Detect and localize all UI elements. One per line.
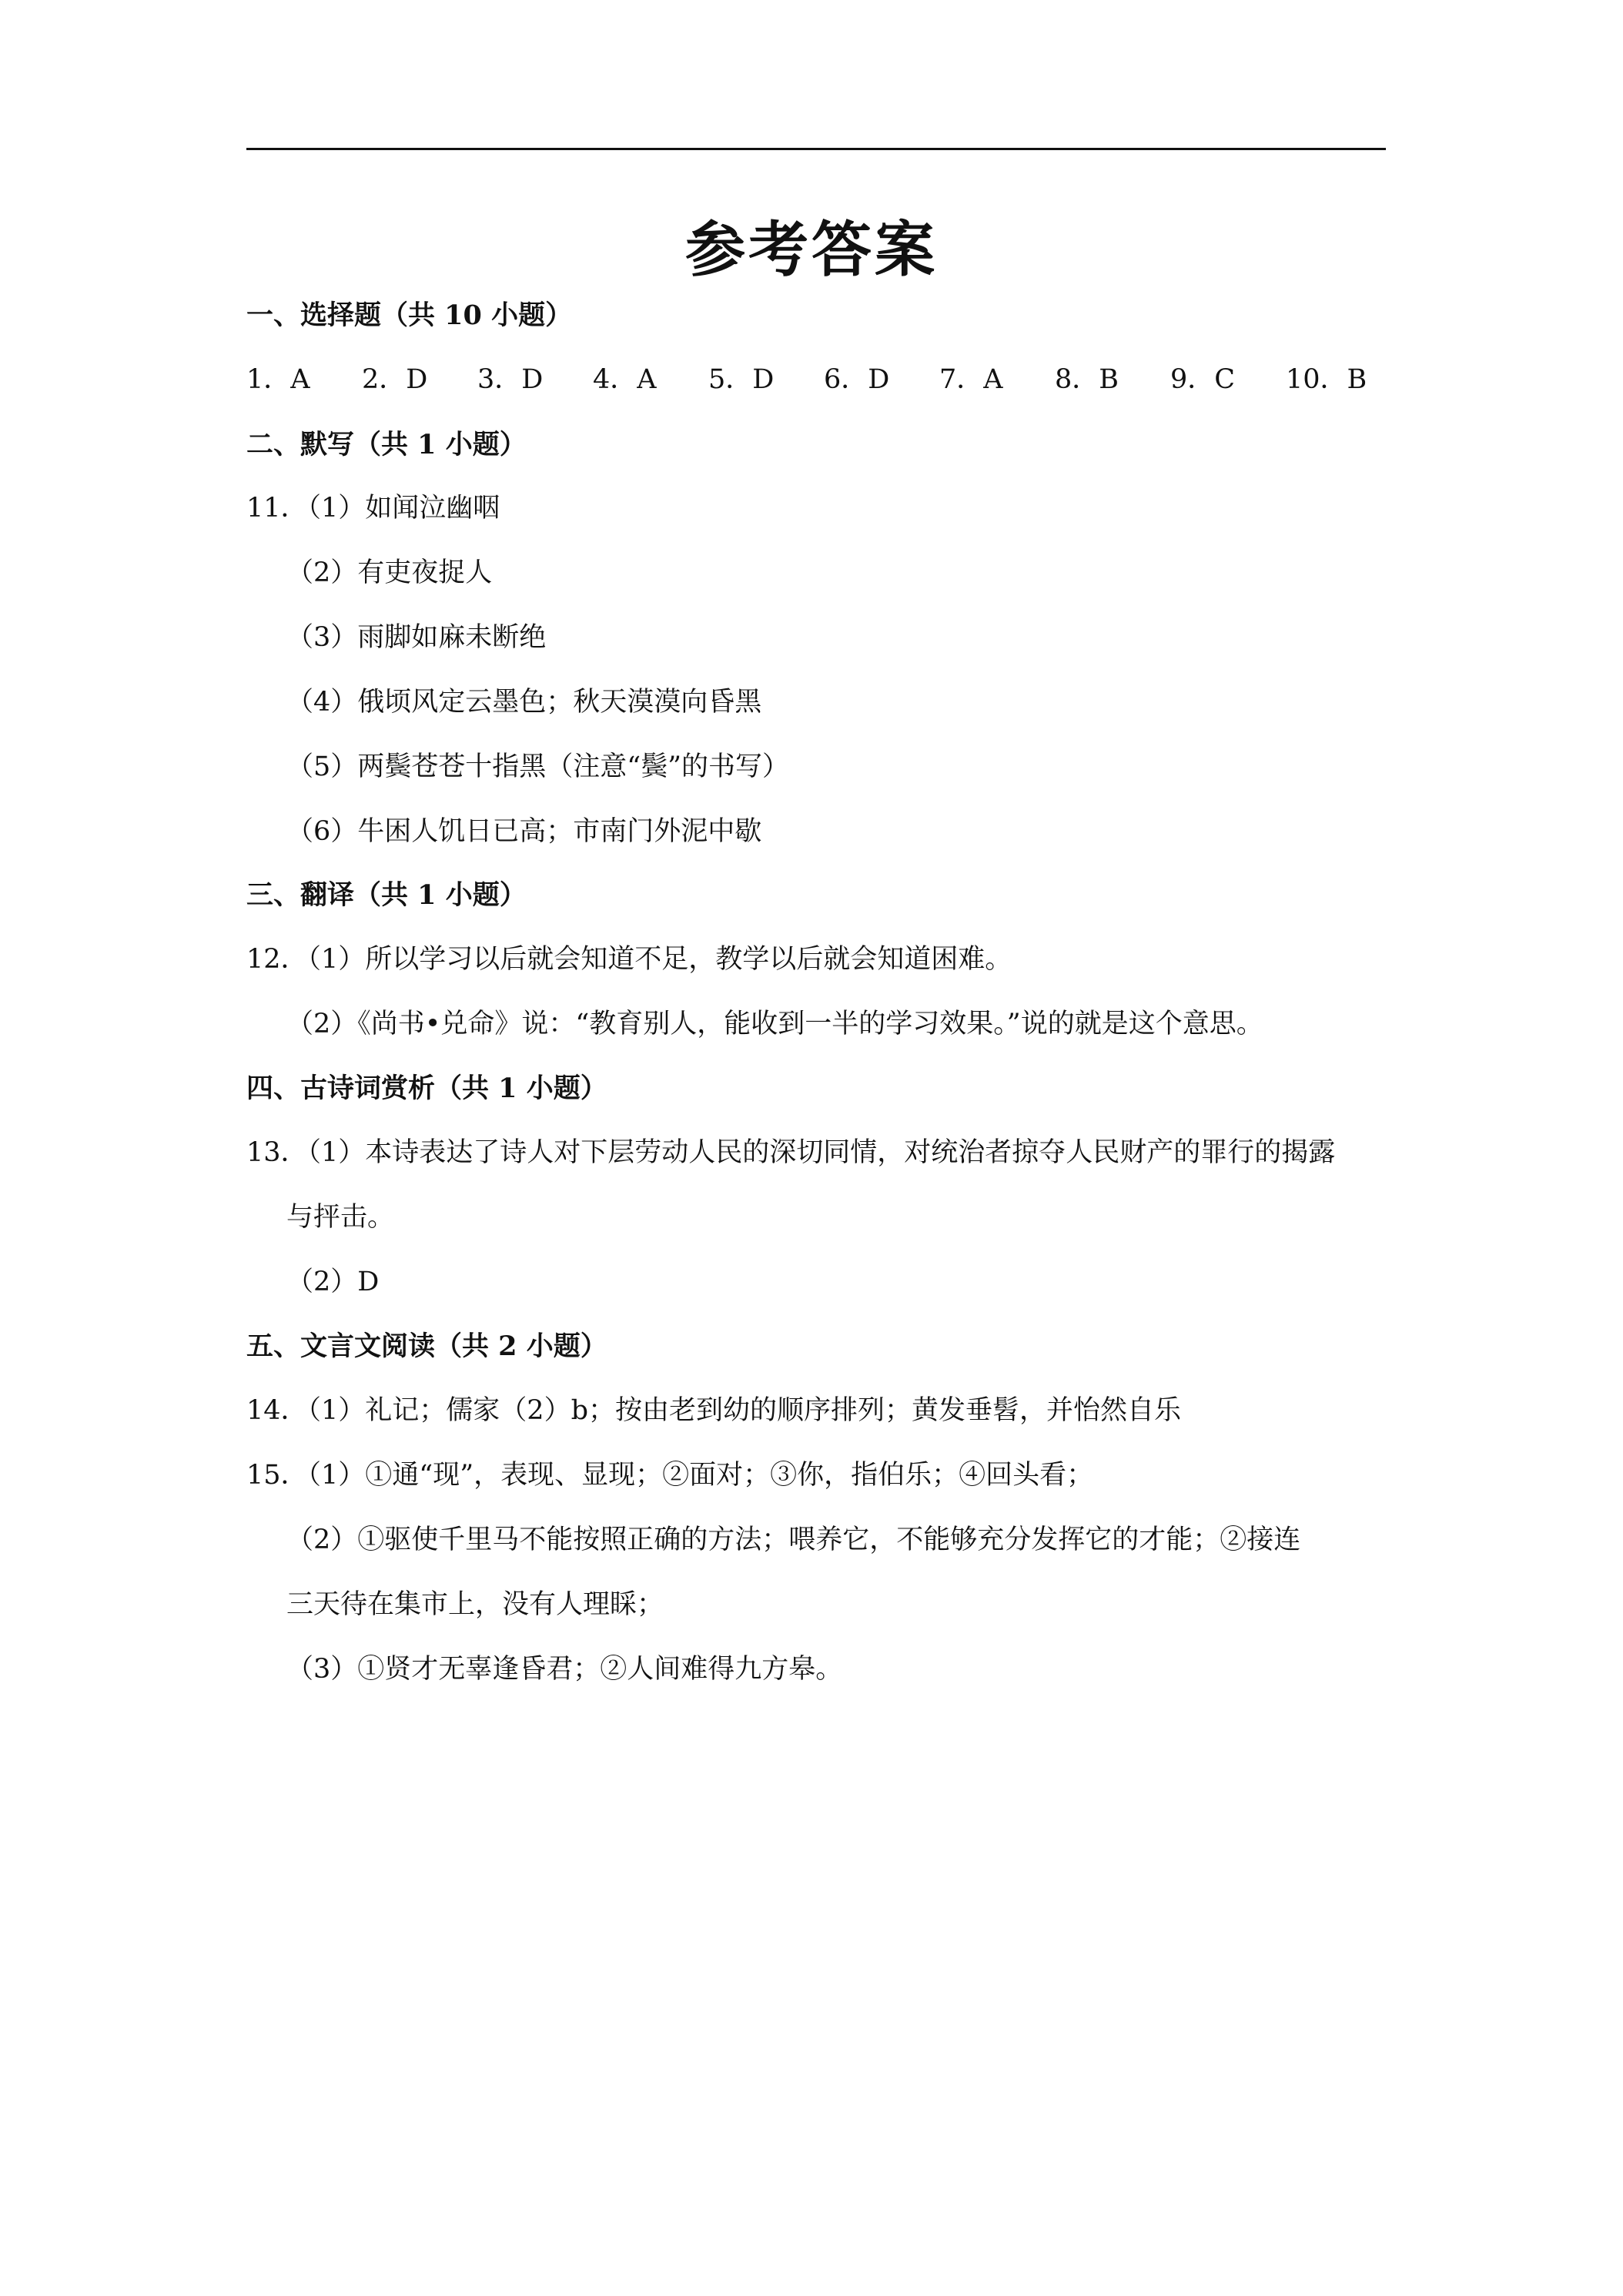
section-heading-translation: 三、翻译（共 1 小题） [246, 879, 527, 911]
choice-answer: 7．A [939, 364, 1003, 395]
answer-line: 15．（1）①通“现”，表现、显现；②面对；③你，指伯乐；④回头看； [246, 1460, 1094, 1491]
choice-answers-row [0, 366, 1623, 397]
answer-line: 11．（1）如闻泣幽咽 [246, 493, 500, 524]
answer-line: （2）D [286, 1267, 380, 1297]
section-heading-choice: 一、选择题（共 10 小题） [246, 300, 573, 331]
answer-line: （4）俄顷风定云墨色；秋天漠漠向昏黑 [286, 687, 762, 718]
answer-line: （2）有吏夜捉人 [286, 557, 493, 588]
section-heading-dictation: 二、默写（共 1 小题） [246, 429, 527, 460]
answer-line: 12．（1）所以学习以后就会知道不足，教学以后就会知道困难。 [246, 944, 1012, 975]
answer-line: 与抨击。 [286, 1202, 395, 1233]
answer-line: （2）①驱使千里马不能按照正确的方法；喂养它，不能够充分发挥它的才能；②接连 [286, 1525, 1301, 1555]
answer-line: （3）①贤才无辜逢昏君；②人间难得九方皋。 [286, 1654, 843, 1685]
choice-answer: 9．C [1170, 364, 1236, 395]
answer-line: （3）雨脚如麻未断绝 [286, 622, 547, 653]
choice-answer: 6．D [824, 364, 890, 395]
section-heading-poetry: 四、古诗词赏析（共 1 小题） [246, 1073, 607, 1104]
header-rule [246, 148, 1386, 150]
answer-line: 13．（1）本诗表达了诗人对下层劳动人民的深切同情，对统治者掠夺人民财产的罪行的揭露 [246, 1137, 1336, 1168]
answer-line: （5）两鬓苍苍十指黑（注意“鬓”的书写） [286, 751, 790, 782]
page-title: 参考答案 [684, 215, 938, 285]
answer-line: （6）牛困人饥日已高；市南门外泥中歇 [286, 816, 762, 847]
choice-answer: 2．D [362, 364, 428, 395]
choice-answer: 4．A [593, 364, 657, 395]
answer-line: （2）《尚书•兑命》说：“教育别人，能收到一半的学习效果。”说的就是这个意思。 [286, 1009, 1263, 1039]
choice-answer: 3．D [477, 364, 544, 395]
choice-answer: 5．D [708, 364, 775, 395]
answer-line: 三天待在集市上，没有人理睬； [286, 1589, 664, 1620]
choice-answer: 10．B [1286, 364, 1367, 395]
answer-line: 14．（1）礼记；儒家（2）b；按由老到幼的顺序排列；黄发垂髫，并怡然自乐 [246, 1395, 1181, 1426]
section-heading-classical: 五、文言文阅读（共 2 小题） [246, 1330, 607, 1362]
choice-answer: 1．A [246, 364, 310, 395]
choice-answer: 8．B [1055, 364, 1119, 395]
